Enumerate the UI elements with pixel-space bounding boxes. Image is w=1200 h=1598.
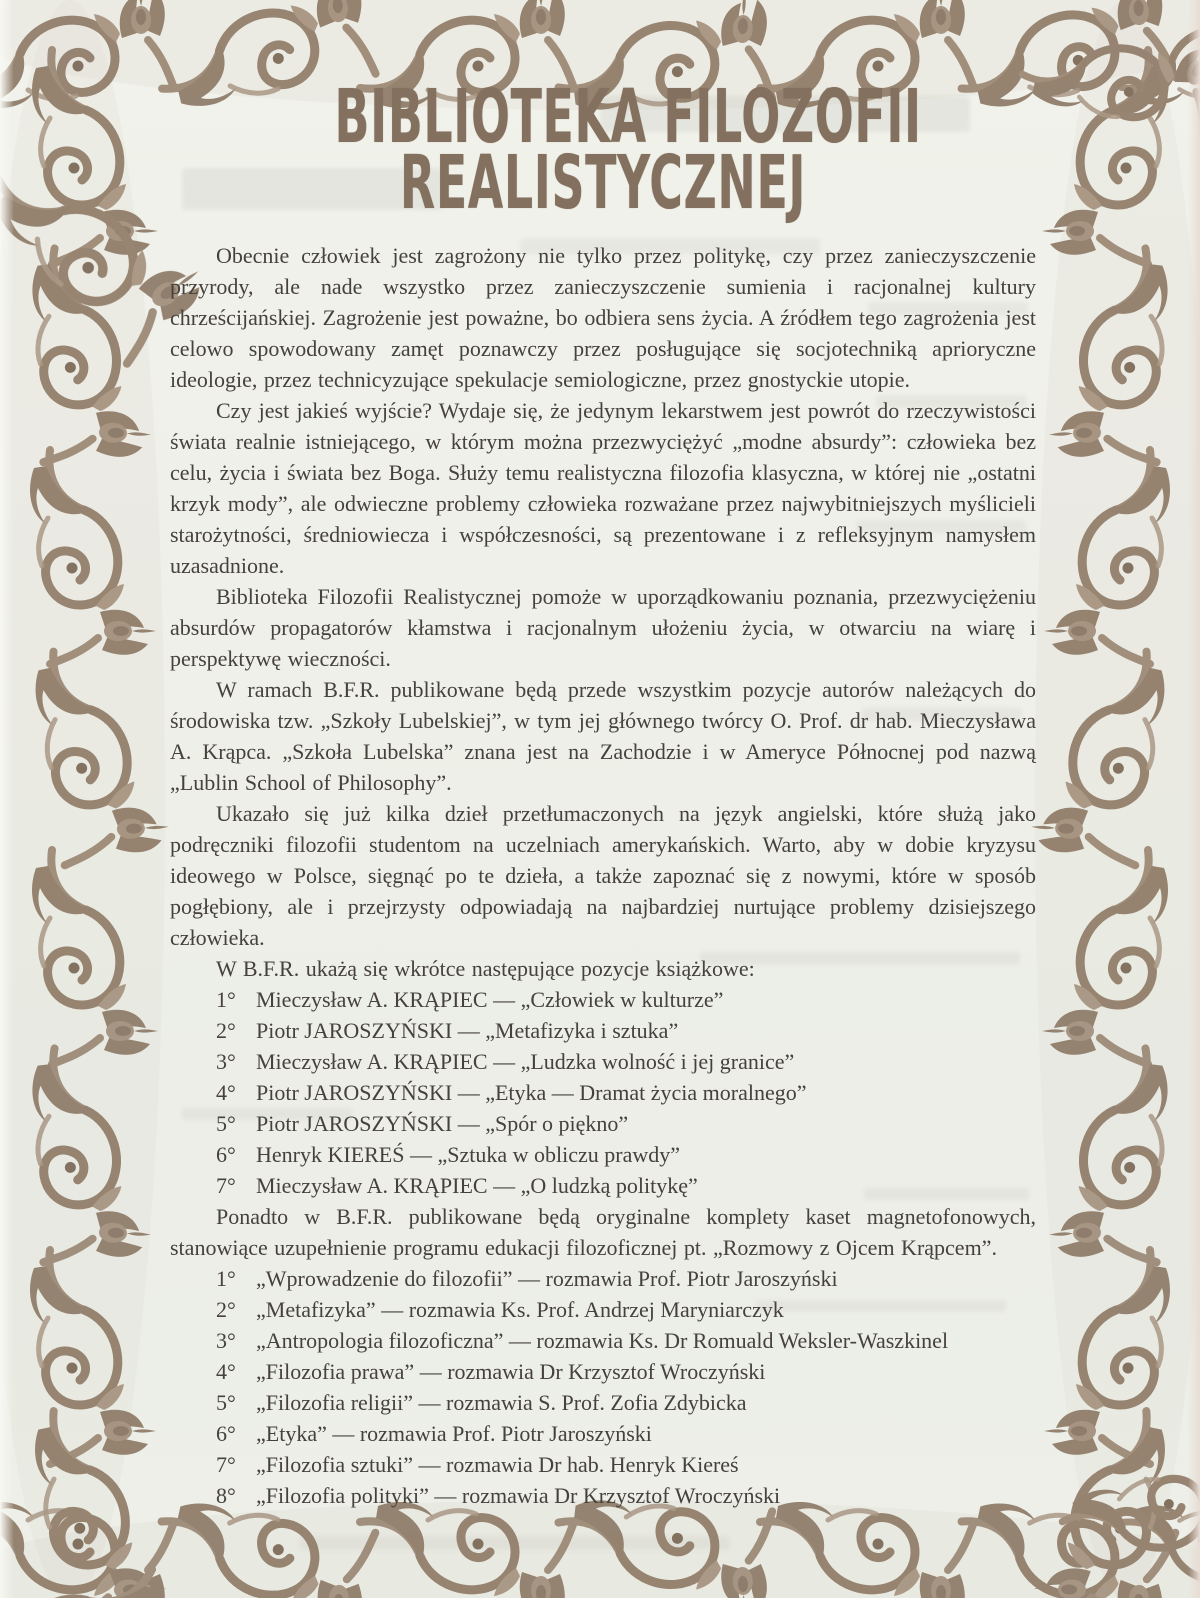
book-list-intro: W B.F.R. ukażą się wkrótce następujące pozycje książkowe:: [216, 956, 755, 981]
item-text: Mieczysław A. KRĄPIEC — „Człowiek w kulturze”: [256, 987, 724, 1012]
item-number: 8°: [216, 1483, 236, 1508]
item-text: Mieczysław A. KRĄPIEC — „Ludzka wolność i jej granice”: [256, 1049, 795, 1074]
cassette-list-item: [170, 1387, 1036, 1418]
paragraph-5: Ukazało się już kilka dzieł przetłumaczonych na język angielski, które służą jako podręczniki filozofii studentom na uczelniach amerykańskich. Warto, aby w dobie kryzysu ideowego w Polsce, sięgnąć po te dzieła, a także zapoznać się z nowymi, które w sposób pogłębiony, ale i przejrzysty odpowiadają na najbardziej nurtujące problemy dzisiejszego człowieka.: [170, 801, 1036, 950]
item-text: Mieczysław A. KRĄPIEC — „O ludzką politykę”: [256, 1173, 698, 1198]
item-text: Henryk KIEREŚ — „Sztuka w obliczu prawdy”: [256, 1142, 681, 1167]
cassette-list-item: [170, 1449, 1036, 1480]
book-list: [170, 984, 1036, 1201]
item-text: „Metafizyka” — rozmawia Ks. Prof. Andrzej Maryniarczyk: [256, 1297, 784, 1322]
item-number: 2°: [216, 1297, 236, 1322]
item-text: „Antropologia filozoficzna” — rozmawia Ks. Dr Romuald Weksler-Waszkinel: [256, 1328, 949, 1353]
title-line-1: BIBLIOTEKA FILOZOFII: [334, 74, 922, 160]
item-text: „Etyka” — rozmawia Prof. Piotr Jaroszyński: [256, 1421, 652, 1446]
item-text: Piotr JAROSZYŃSKI — „Spór o piękno”: [256, 1111, 629, 1136]
paragraph-4: W ramach B.F.R. publikowane będą przede wszystkim pozycje autorów należących do środowiska tzw. „Szkoły Lubelskiej”, w tym jej głównego twórcy O. Prof. dr hab. Mieczysława A. Krąpca. „Szkoła Lubelska” znana jest na Zachodzie i w Ameryce Północnej pod nazwą „Lublin School of Philosophy”.: [170, 677, 1036, 795]
cassette-list: [170, 1263, 1036, 1511]
item-number: 7°: [216, 1173, 236, 1198]
item-text: Piotr JAROSZYŃSKI — „Etyka — Dramat życia moralnego”: [256, 1080, 807, 1105]
item-number: 6°: [216, 1142, 236, 1167]
cassette-list-item: [170, 1263, 1036, 1294]
item-text: „Filozofia prawa” — rozmawia Dr Krzysztof Wroczyński: [256, 1359, 766, 1384]
cassette-list-item: [170, 1325, 1036, 1356]
item-text: „Filozofia polityki” — rozmawia Dr Krzysztof Wroczyński: [256, 1483, 781, 1508]
page-title: [170, 74, 1036, 226]
paragraph-3: Biblioteka Filozofii Realistycznej pomoże w uporządkowaniu poznania, przezwyciężeniu absurdów propagatorów kłamstwa i racjonalnym ułożeniu życia, w otwarciu na wiarę i perspektywę wieczności.: [170, 584, 1036, 671]
item-number: 3°: [216, 1049, 236, 1074]
cassette-list-item: [170, 1480, 1036, 1511]
paragraph-2: Czy jest jakieś wyjście? Wydaje się, że jedynym lekarstwem jest powrót do rzeczywistości świata realnie istniejącego, w którym można przezwyciężyć „modne absurdy”: człowieka bez celu, życia i świata bez Boga. Służy temu realistyczna filozofia klasyczna, w której nie „ostatni krzyk mody”, ale odwieczne problemy człowieka rozważane przez najwybitniejszych myślicieli starożytności, średniowiecza i współczesności, są prezentowane i z refleksyjnym namysłem uzasadnione.: [170, 398, 1036, 578]
book-list-item: [170, 1015, 1036, 1046]
cassette-list-item: [170, 1294, 1036, 1325]
book-list-item: [170, 984, 1036, 1015]
book-list-item: [170, 1108, 1036, 1139]
item-number: 4°: [216, 1080, 236, 1105]
item-number: 5°: [216, 1111, 236, 1136]
item-number: 4°: [216, 1359, 236, 1384]
item-number: 1°: [216, 987, 236, 1012]
item-text: „Filozofia sztuki” — rozmawia Dr hab. Henryk Kiereś: [256, 1452, 739, 1477]
book-list-item: [170, 1077, 1036, 1108]
item-text: „Wprowadzenie do filozofii” — rozmawia Prof. Piotr Jaroszyński: [256, 1266, 838, 1291]
cassette-list-item: [170, 1418, 1036, 1449]
item-text: Piotr JAROSZYŃSKI — „Metafizyka i sztuka”: [256, 1018, 679, 1043]
cassette-intro: Ponadto w B.F.R. publikowane będą oryginalne komplety kaset magnetofonowych, stanowiące uzupełnienie programu edukacji filozoficznej pt. „Rozmowy z Ojcem Krąpcem”.: [170, 1204, 1036, 1260]
item-text: „Filozofia religii” — rozmawia S. Prof. Zofia Zdybicka: [256, 1390, 747, 1415]
book-list-item: [170, 1170, 1036, 1201]
page-content: [170, 74, 1036, 1511]
paragraph-1: Obecnie człowiek jest zagrożony nie tylko przez politykę, czy przez zanieczyszczenie przyrody, ale nade wszystko przez zanieczyszczenie sumienia i racjonalnej kultury chrześcijańskiej. Zagrożenie jest poważne, bo odbiera sens życia. A źródłem tego zagrożenia jest celowo spowodowany zamęt poznawczy przez posługujące się socjotechniką aprioryczne ideologie, przez technicyzujące spekulacje semiologiczne, przez gnostyckie utopie.: [170, 243, 1036, 392]
title-line-2: REALISTYCZNEJ: [399, 140, 807, 226]
item-number: 6°: [216, 1421, 236, 1446]
item-number: 3°: [216, 1328, 236, 1353]
book-list-item: [170, 1046, 1036, 1077]
item-number: 7°: [216, 1452, 236, 1477]
item-number: 2°: [216, 1018, 236, 1043]
item-number: 5°: [216, 1390, 236, 1415]
book-list-item: [170, 1139, 1036, 1170]
cassette-list-item: [170, 1356, 1036, 1387]
item-number: 1°: [216, 1266, 236, 1291]
